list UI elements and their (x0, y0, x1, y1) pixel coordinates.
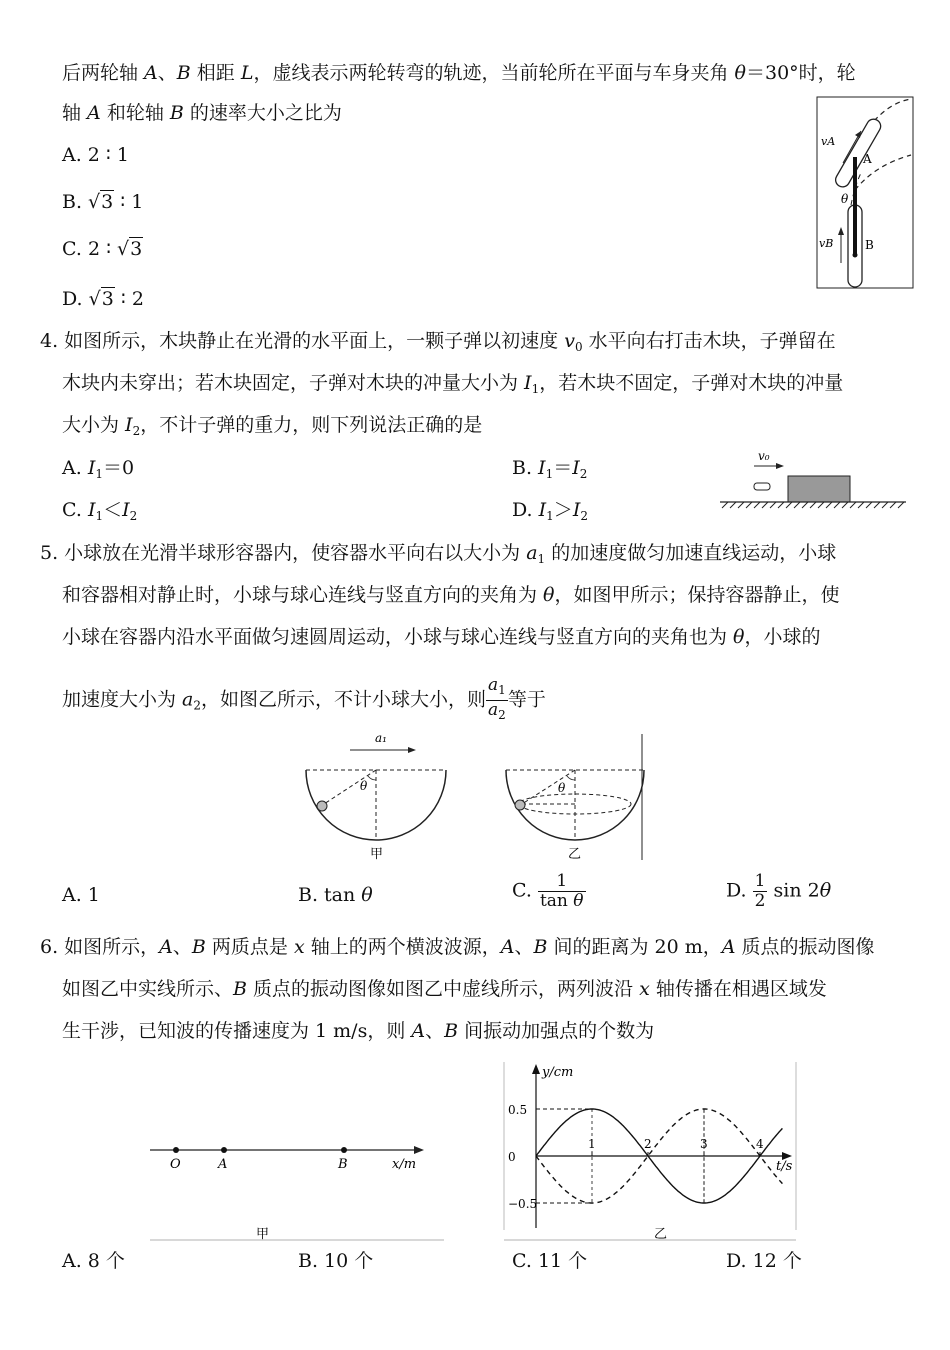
q3-vb-label: vB (819, 237, 834, 250)
q5-caption-left: 甲 (370, 847, 384, 862)
point-a (221, 1147, 227, 1153)
q5-option-d[interactable]: D. $\frac{1}{2}$ sin 2θ (726, 871, 832, 911)
q5-stem-line4: 加速度大小为 $a_2$，如图乙所示，不计小球大小，则 $\frac{a_1}{a_2}$ 等于 (62, 676, 546, 725)
q6-stem-line1: 6. 如图所示，A、B 两质点是 x 轴上的两个横波波源，A、B 间的距离为 20 m，A 质点的振动图像 (40, 936, 875, 958)
ball-left (317, 801, 327, 811)
q5-stem-line1: 5. 小球放在光滑半球形容器内，使容器水平向右以大小为 $a_1$ 的加速度做匀加速直线运动，小球 (40, 542, 837, 566)
q3-option-a[interactable]: A. 2 ∶ 1 (62, 144, 130, 166)
point-o (173, 1147, 179, 1153)
q3-stem-line2: 轴 A 和轮轴 B 的速率大小之比为 (62, 102, 342, 124)
q6-option-d[interactable]: D. 12 个 (726, 1250, 802, 1272)
q4-bullet-block-figure (718, 448, 908, 510)
q4-option-b[interactable]: B. $I_1=I_2$ (512, 457, 588, 481)
q3-theta-label: θ (841, 192, 849, 206)
caption-jia: 甲 (256, 1227, 270, 1242)
q6-stem-line3: 生干涉，已知波的传播速度为 1 m/s，则 A、B 间振动加强点的个数为 (62, 1020, 655, 1042)
q6-option-b[interactable]: B. 10 个 (298, 1250, 374, 1272)
q3-option-d[interactable]: D. √3 ∶ 2 (62, 288, 144, 310)
q5-stem-line2: 和容器相对静止时，小球与球心连线与竖直方向的夹角为 θ，如图甲所示；保持容器静止，使 (62, 584, 840, 606)
q4-v0-label: v₀ (758, 449, 770, 463)
q3-option-c[interactable]: C. 2 ∶ √3 (62, 238, 143, 260)
x-tick-label: 4 (756, 1137, 764, 1151)
point-o-label: O (170, 1157, 181, 1172)
y-axis-arrow (532, 1064, 540, 1074)
q5-option-c[interactable]: C. $\frac{1}{\text{tan θ}}$ (512, 871, 584, 911)
q5-a1-label: a₁ (375, 731, 387, 745)
q5-theta-right: θ (558, 781, 566, 795)
point-b (341, 1147, 347, 1153)
y-tick-label: 0.5 (508, 1103, 528, 1117)
x-tick-label: 3 (700, 1137, 708, 1151)
y-tick-label: 0 (508, 1150, 516, 1164)
y-axis-label: y/cm (542, 1065, 574, 1080)
q3-point-b-label: B (865, 238, 874, 252)
q3-va-label: vA (821, 135, 836, 148)
t-axis-label: t/s (776, 1159, 793, 1174)
q3-stem-line1: 后两轮轴 A、B 相距 L，虚线表示两轮转弯的轨迹，当前轮所在平面与车身夹角 θ＝30°时，轮 (62, 62, 856, 84)
q4-stem-line1: 4. 如图所示，木块静止在光滑的水平面上，一颗子弹以初速度 $v_0$ 水平向右打击木块，子弹留在 (40, 330, 836, 354)
q5-hemisphere-figures (300, 728, 650, 863)
q5-caption-right: 乙 (568, 847, 582, 862)
q6-option-a[interactable]: A. 8 个 (62, 1250, 125, 1272)
q6-figure-left-axis (148, 1060, 448, 1242)
q5-stem-line3: 小球在容器内沿水平面做匀速圆周运动，小球与球心连线与竖直方向的夹角也为 θ，小球的 (62, 626, 821, 648)
q4-option-c[interactable]: C. $I_1<I_2$ (62, 499, 138, 523)
wooden-block (788, 476, 850, 502)
q5-option-a[interactable]: A. 1 (62, 884, 100, 906)
q4-option-a[interactable]: A. $I_1=0$ (62, 457, 135, 481)
x-tick-label: 2 (644, 1137, 652, 1151)
q4-option-d[interactable]: D. $I_1>I_2$ (512, 499, 588, 523)
q3-option-b[interactable]: B. √3 ∶ 1 (62, 191, 144, 213)
a1-over-a2-fraction: $\frac{a_1}{a_2}$ (488, 675, 506, 722)
q4-stem-line2: 木块内未穿出；若木块固定，子弹对木块的冲量大小为 $I_1$，若木块不固定，子弹对木块的冲量 (62, 372, 844, 396)
q6-vibration-chart (496, 1060, 802, 1242)
x-axis-label: x/m (392, 1157, 417, 1172)
point-a-label: A (218, 1157, 228, 1172)
bullet (754, 483, 770, 490)
q3-point-a-label: A (863, 152, 872, 166)
q4-stem-line3: 大小为 $I_2$，不计子弹的重力，则下列说法正确的是 (62, 414, 483, 438)
q5-theta-left: θ (360, 779, 368, 793)
caption-yi: 乙 (654, 1227, 668, 1242)
q3-bicycle-figure (815, 95, 915, 290)
q6-option-c[interactable]: C. 11 个 (512, 1250, 588, 1272)
q5-option-b[interactable]: B. tan θ (298, 884, 373, 906)
ball-right (515, 800, 525, 810)
y-tick-label: −0.5 (508, 1197, 538, 1211)
q6-stem-line2: 如图乙中实线所示、B 质点的振动图像如图乙中虚线所示，两列波沿 x 轴传播在相遇区域发 (62, 978, 827, 1000)
point-b-label: B (338, 1157, 348, 1172)
x-tick-label: 1 (588, 1137, 596, 1151)
